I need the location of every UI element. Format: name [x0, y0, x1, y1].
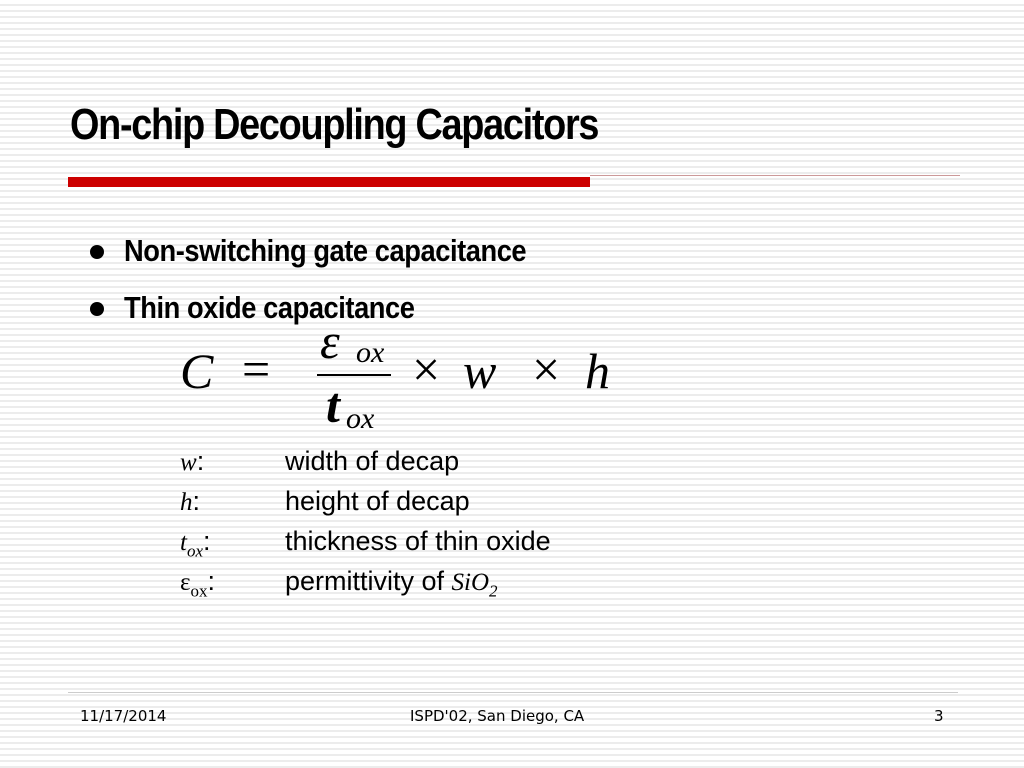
footer-event: ISPD'02, San Diego, CA: [410, 707, 585, 725]
formula-var-h: h: [585, 343, 610, 399]
formula-numerator-sub: ox: [356, 336, 385, 369]
formula-denominator-sub: ox: [346, 402, 375, 435]
formula-times-2: ×: [532, 341, 561, 397]
capacitance-formula: [180, 313, 640, 440]
bullet-item: [90, 222, 581, 279]
definition-symbol: w:: [180, 446, 205, 476]
definition-symbol: h:: [180, 486, 201, 516]
footer-divider: [68, 692, 958, 693]
definition-text: height of decap: [285, 486, 470, 516]
formula-lhs: C: [180, 343, 214, 399]
sio2-formula: SiO: [451, 569, 490, 596]
definition-symbol: $\varepsilon_{ox}$:: [180, 566, 216, 601]
formula-equals: =: [242, 341, 271, 397]
bullet-text: Non-switching gate capacitance: [124, 232, 527, 268]
bullet-dot-icon: [90, 245, 104, 259]
definition-text: permittivity of SiO$_2$: [285, 566, 498, 601]
formula-times-1: ×: [412, 341, 441, 397]
formula-var-w: w: [463, 343, 497, 399]
formula-denominator: t: [326, 377, 340, 433]
formula-numerator: ε: [320, 313, 340, 369]
definition-text: thickness of thin oxide: [285, 526, 551, 556]
slide-title: On-chip Decoupling Capacitors: [70, 100, 599, 149]
footer-date: 11/17/2014: [80, 707, 167, 725]
bullet-dot-icon: [90, 302, 104, 316]
definition-text: width of decap: [285, 446, 460, 476]
bullet-text: Thin oxide capacitance: [124, 289, 415, 325]
footer-page-number: 3: [934, 707, 944, 725]
title-underline-thin: [590, 175, 960, 176]
title-underline-accent: [68, 177, 590, 187]
definition-symbol: $t_{ox}$:: [180, 526, 211, 561]
